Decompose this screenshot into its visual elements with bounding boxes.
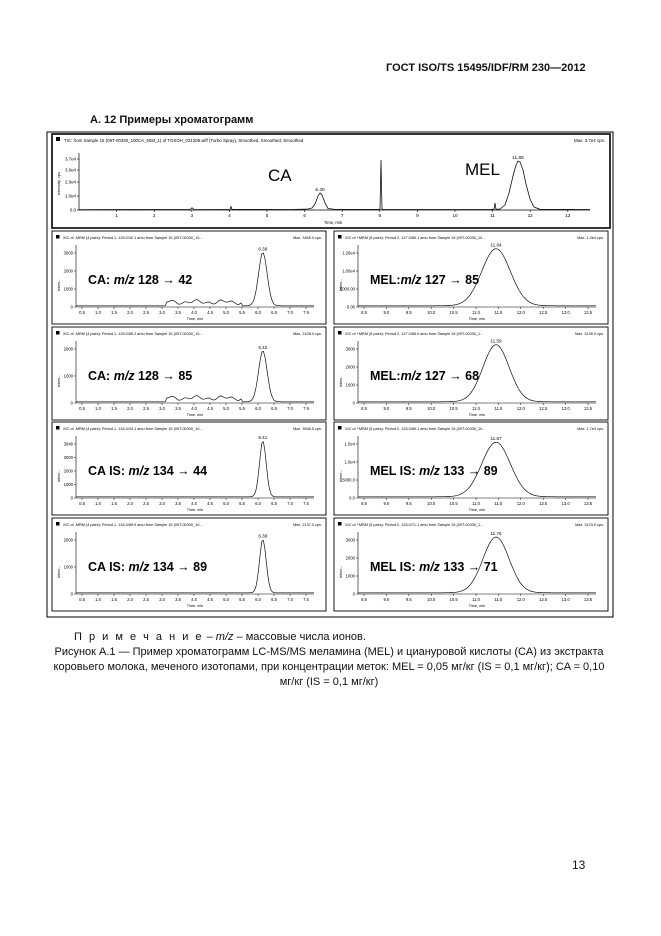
xic-transition-label — [88, 560, 207, 574]
figure-caption — [48, 630, 610, 690]
xic-marker — [56, 522, 60, 526]
xic-y-tick-label: 0 — [352, 400, 355, 406]
xic-x-tick-label: 9.5 — [405, 597, 412, 602]
xic-label-mz: m/z — [113, 273, 135, 287]
tic-x-tick-label: 6 — [303, 213, 306, 218]
xic-x-tick-label: 11.0 — [472, 406, 480, 411]
xic-x-tick-label: 4.0 — [191, 597, 197, 602]
tic-y-tick-label: 1.0e4 — [65, 193, 76, 199]
tic-x-label: Time, min — [323, 220, 343, 225]
xic-label-mz: m/z — [400, 273, 422, 287]
tic-x-tick-label: 5 — [265, 213, 269, 218]
xic-peak-label: 11.67 — [490, 436, 502, 442]
xic-x-tick-label: 1.5 — [111, 310, 117, 315]
xic-panel-ca-128-42 — [52, 231, 326, 324]
xic-label-prefix: MEL IS: — [370, 560, 420, 574]
xic-label-transition: 127 → 85 — [421, 273, 480, 287]
xic-panel-cais-134-44 — [52, 422, 326, 515]
xic-y-tick-label: 1000 — [63, 286, 73, 292]
tic-panel — [52, 134, 610, 228]
xic-x-tick-label: 13.0 — [561, 501, 570, 506]
xic-x-tick-label: 2.0 — [127, 501, 133, 506]
xic-label-prefix: MEL: — [370, 369, 401, 383]
xic-x-tick-label: 7.5 — [303, 310, 309, 315]
xic-transition-label — [88, 273, 192, 287]
xic-header: XIC of -MRM (4 pairs): Period 1, 128.0/42.1 amu from Sample 15 (09T-00330_10... — [63, 236, 203, 240]
xic-peak-label: 11.64 — [490, 242, 502, 248]
xic-label-transition: 133 → 89 — [439, 464, 498, 478]
xic-x-label: Time, min — [468, 413, 486, 417]
xic-x-tick-label: 8.5 — [361, 310, 367, 315]
xic-x-tick-label: 11.5 — [494, 406, 503, 411]
xic-y-tick-label: 0 — [70, 304, 73, 310]
xic-x-tick-label: 5.5 — [239, 501, 245, 506]
xic-x-tick-label: 7.0 — [287, 310, 293, 315]
xic-x-tick-label: 4.5 — [207, 310, 213, 315]
xic-peak-label: 6.39 — [258, 246, 268, 252]
xic-max: Max. 1.7e4 cps. — [577, 427, 604, 431]
tic-marker — [56, 137, 60, 141]
xic-peak-label: 6.39 — [258, 533, 268, 539]
xic-header: XIC of -MRM (4 pairs): Period 1, 128.0/85.2 amu from Sample 15 (09T-00330_10... — [63, 332, 203, 336]
xic-x-label: Time, min — [186, 508, 204, 512]
xic-x-tick-label: 1.5 — [111, 406, 117, 411]
xic-y-tick-label: 1.0e4 — [344, 459, 355, 465]
xic-y-tick-label: 2000 — [345, 555, 355, 561]
xic-panel-melis-133-89 — [334, 422, 608, 515]
xic-y-tick-label: 3946 — [63, 441, 73, 447]
xic-x-tick-label: 2.5 — [143, 310, 149, 315]
tic-y-tick-label: 3.7e4 — [65, 156, 76, 162]
tic-mel-label: MEL — [465, 160, 500, 179]
xic-x-tick-label: 13.0 — [561, 406, 570, 411]
xic-x-tick-label: 12.0 — [516, 406, 525, 411]
xic-x-tick-label: 11.0 — [472, 310, 480, 315]
xic-x-tick-label: 7.5 — [303, 597, 309, 602]
xic-x-tick-label: 11.5 — [494, 310, 503, 315]
xic-label-transition: 128 → 42 — [134, 273, 193, 287]
xic-y-tick-label: 3000 — [63, 250, 73, 256]
tic-x-tick-label: 11 — [490, 213, 495, 218]
tic-y-label: Intensity, cps — [56, 171, 61, 195]
xic-x-tick-label: 11.0 — [472, 501, 480, 506]
xic-x-tick-label: 3.5 — [175, 406, 181, 411]
xic-x-tick-label: 10.0 — [427, 597, 436, 602]
xic-x-tick-label: 4.5 — [207, 406, 213, 411]
xic-header: XIC of +MRM (5 pairs): Period 2, 127.0/85.1 amu from Sample 15 (09T-00330_10... — [345, 236, 486, 240]
xic-x-tick-label: 3.0 — [159, 501, 165, 506]
xic-x-tick-label: 5.5 — [239, 310, 245, 315]
tic-x-tick-label: 3 — [190, 213, 194, 218]
tic-x-tick-label: 10 — [452, 213, 458, 218]
xic-x-tick-label: 11.5 — [494, 501, 503, 506]
tic-x-tick-label: 2 — [152, 213, 156, 218]
xic-panel-ca-128-85 — [52, 327, 326, 420]
note-mz: m/z — [215, 631, 234, 643]
xic-x-tick-label: 13.5 — [583, 406, 593, 411]
xic-x-tick-label: 1.0 — [95, 597, 101, 602]
xic-x-tick-label: 9.5 — [405, 501, 412, 506]
xic-y-tick-label: 2000 — [63, 537, 73, 543]
xic-y-tick-label: 1.00e4 — [342, 268, 355, 274]
xic-x-tick-label: 3.5 — [175, 310, 181, 315]
tic-title: TIC: from Sample 15 (09T-00330_100CA_50M_1) of TOSOH_021209.wiff (Turbo Spray), Smoothed, Smoothed, Smoothed — [64, 138, 304, 143]
xic-x-tick-label: 9.0 — [383, 501, 390, 506]
xic-y-tick-label: 1.26e4 — [342, 250, 355, 256]
xic-x-tick-label: 1.5 — [111, 597, 117, 602]
xic-x-tick-label: 11.0 — [472, 597, 480, 602]
xic-x-tick-label: 12.0 — [516, 501, 525, 506]
tic-x-tick-label: 13 — [565, 213, 571, 218]
xic-max: Max. 3135.0 cps. — [575, 332, 604, 336]
tic-max: Max. 3.7e4 cps. — [574, 138, 605, 143]
tic-ca-peak-label: 6.40 — [315, 188, 325, 193]
xic-label-transition: 133 → 71 — [439, 560, 498, 574]
xic-x-tick-label: 5.0 — [223, 597, 229, 602]
xic-peak-label: 11.59 — [490, 338, 502, 344]
xic-x-tick-label: 12.0 — [516, 597, 525, 602]
figure-text: Рисунок А.1 — Пример хроматограмм LC-MS/MS меламина (MEL) и циануровой кислоты (CA) из экстракта коровьего молока, меченого изотопами, при концентрации меток: MEL = 0,05 мг/кг (IS = 0,1 мг/кг); CA = 0,10 мг/кг (IS = 0,1 мг/кг) — [53, 646, 605, 688]
xic-x-tick-label: 13.5 — [583, 597, 593, 602]
xic-y-tick-label: 1.5e4 — [344, 441, 355, 447]
xic-y-tick-label: 1000 — [63, 373, 73, 379]
xic-max: Max. 2137.0 cps. — [293, 523, 322, 527]
xic-y-label: Inten... — [338, 278, 343, 291]
xic-label-prefix: CA: — [88, 273, 114, 287]
xic-transition-label — [88, 464, 207, 478]
xic-x-tick-label: 3.0 — [159, 597, 165, 602]
xic-label-mz: m/z — [113, 369, 135, 383]
xic-transition-label — [370, 464, 498, 478]
tic-mel-peak-label: 11.65 — [512, 156, 524, 161]
xic-x-label: Time, min — [468, 604, 486, 608]
xic-marker — [56, 235, 60, 239]
xic-label-prefix: MEL IS: — [370, 464, 420, 478]
xic-label-prefix: CA IS: — [88, 464, 129, 478]
xic-x-tick-label: 12.5 — [539, 597, 548, 602]
tic-x-tick-label: 1 — [115, 213, 118, 218]
xic-y-label: Inten... — [56, 278, 61, 291]
xic-label-transition: 134 → 44 — [149, 464, 208, 478]
section-title: А. 12 Примеры хроматограмм — [90, 114, 254, 126]
standard-header: ГОСТ ISO/TS 15495/IDF/RM 230—2012 — [386, 62, 586, 74]
xic-x-tick-label: 12.0 — [516, 310, 525, 315]
xic-y-tick-label: 1000 — [63, 564, 73, 570]
xic-y-tick-label: 3000 — [345, 537, 355, 543]
xic-x-tick-label: 3.5 — [175, 597, 181, 602]
tic-x-tick-label: 8 — [378, 213, 382, 218]
xic-x-tick-label: 4.0 — [191, 501, 197, 506]
xic-x-tick-label: 0.5 — [79, 597, 85, 602]
xic-x-tick-label: 10.5 — [449, 501, 458, 506]
xic-x-tick-label: 8.5 — [361, 406, 367, 411]
xic-y-tick-label: 3000 — [63, 455, 73, 460]
xic-marker — [56, 426, 60, 430]
xic-x-label: Time, min — [186, 413, 204, 417]
xic-x-tick-label: 10.5 — [449, 406, 458, 411]
xic-y-tick-label: 2000 — [63, 346, 73, 352]
xic-x-tick-label: 1.0 — [95, 501, 101, 506]
xic-label-mz: m/z — [400, 369, 422, 383]
xic-x-tick-label: 2.0 — [127, 406, 133, 411]
caption-note — [48, 630, 610, 645]
xic-x-tick-label: 1.0 — [95, 406, 101, 411]
xic-max: Max. 3946.5 cps. — [293, 427, 322, 431]
xic-x-tick-label: 12.5 — [539, 406, 548, 411]
xic-x-tick-label: 7.0 — [287, 597, 293, 602]
tic-trace — [79, 160, 590, 210]
xic-peak-label: 6.42 — [258, 344, 268, 350]
xic-x-label: Time, min — [468, 317, 486, 321]
xic-transition-label — [370, 369, 479, 383]
xic-y-tick-label: 0 — [70, 400, 73, 406]
tic-x-tick-label: 7 — [340, 213, 344, 218]
tic-ca-label: CA — [268, 166, 292, 185]
xic-x-tick-label: 6.5 — [271, 406, 277, 411]
xic-x-tick-label: 11.5 — [494, 597, 503, 602]
xic-marker — [338, 331, 342, 335]
xic-x-tick-label: 4.0 — [191, 406, 197, 411]
xic-y-tick-label: 0 — [352, 591, 355, 597]
xic-x-tick-label: 6.0 — [255, 310, 261, 315]
xic-label-mz: m/z — [128, 464, 150, 478]
xic-label-prefix: CA IS: — [88, 560, 129, 574]
xic-x-tick-label: 4.5 — [207, 501, 213, 506]
xic-header: XIC of -MRM (4 pairs): Period 1, 134.0/89.9 amu from Sample 15 (09T-00330_10... — [63, 523, 203, 527]
xic-x-tick-label: 8.5 — [361, 501, 367, 506]
xic-header: XIC of -MRM (4 pairs): Period 1, 134.0/44.1 amu from Sample 15 (09T-00330_10... — [63, 427, 203, 431]
xic-x-tick-label: 12.5 — [539, 310, 548, 315]
xic-y-label: Inten... — [338, 469, 343, 482]
xic-x-tick-label: 2.0 — [127, 597, 133, 602]
note-text: – массовые числа ионов. — [233, 631, 366, 643]
xic-x-tick-label: 6.0 — [255, 406, 261, 411]
xic-peak-label: 6.41 — [258, 434, 268, 440]
xic-y-label: Inten... — [338, 374, 343, 387]
xic-y-tick-label: 2000 — [63, 468, 73, 474]
xic-x-tick-label: 7.5 — [303, 501, 309, 506]
xic-header: XIC of +MRM (5 pairs): Period 2, 127.0/68.0 amu from Sample 15 (09T-00330_1... — [345, 332, 484, 336]
xic-x-tick-label: 0.5 — [79, 501, 85, 506]
xic-panel-mel-127-68 — [334, 327, 608, 420]
xic-x-tick-label: 6.5 — [271, 310, 277, 315]
xic-panel-mel-127-85 — [334, 231, 608, 324]
xic-max: Max. 2108.0 cps. — [293, 332, 322, 336]
tic-panel-border — [52, 134, 610, 228]
xic-x-tick-label: 2.0 — [127, 310, 133, 315]
xic-transition-label — [88, 369, 192, 383]
xic-x-tick-label: 4.5 — [207, 597, 213, 602]
xic-max: Max. 3123.0 cps. — [575, 523, 604, 527]
xic-x-tick-label: 5.0 — [223, 406, 229, 411]
xic-x-tick-label: 5.0 — [223, 310, 229, 315]
xic-y-tick-label: 0.00 — [346, 304, 355, 310]
xic-x-label: Time, min — [186, 604, 204, 608]
xic-x-tick-label: 10.0 — [427, 310, 436, 315]
xic-y-tick-label: 3000 — [345, 346, 355, 352]
xic-x-tick-label: 13.5 — [583, 310, 593, 315]
xic-label-mz: m/z — [419, 560, 440, 574]
xic-x-label: Time, min — [186, 317, 204, 321]
xic-y-label: Inten... — [56, 469, 61, 482]
xic-y-tick-label: 0 — [70, 591, 73, 597]
xic-marker — [338, 235, 342, 239]
tic-x-tick-label: 4 — [228, 213, 231, 218]
xic-x-tick-label: 3.5 — [175, 501, 181, 506]
xic-x-tick-label: 9.5 — [405, 310, 412, 315]
xic-marker — [56, 331, 60, 335]
xic-transition-label — [370, 560, 498, 574]
xic-x-tick-label: 5.5 — [239, 406, 245, 411]
xic-x-tick-label: 7.0 — [287, 501, 293, 506]
xic-x-tick-label: 6.5 — [271, 501, 277, 506]
xic-x-tick-label: 2.5 — [143, 501, 149, 506]
xic-x-tick-label: 2.5 — [143, 597, 149, 602]
xic-label-transition: 134 → 89 — [149, 560, 208, 574]
xic-x-tick-label: 13.0 — [561, 597, 570, 602]
xic-label-transition: 127 → 68 — [421, 369, 480, 383]
xic-y-tick-label: 0 — [70, 495, 73, 501]
xic-x-tick-label: 10.5 — [449, 597, 458, 602]
xic-label-mz: m/z — [419, 464, 440, 478]
xic-y-tick-label: 5000.00 — [339, 286, 355, 292]
xic-y-tick-label: 5000.0 — [342, 477, 355, 483]
xic-label-mz: m/z — [128, 560, 150, 574]
xic-x-tick-label: 2.5 — [143, 406, 149, 411]
xic-max: Max. 1.3e4 cps. — [577, 236, 604, 240]
xic-label-transition: 128 → 85 — [134, 369, 193, 383]
xic-marker — [338, 522, 342, 526]
xic-x-tick-label: 6.5 — [271, 597, 277, 602]
xic-x-tick-label: 9.0 — [383, 597, 390, 602]
xic-x-tick-label: 1.0 — [95, 310, 101, 315]
xic-max: Max. 3465.0 cps. — [293, 236, 322, 240]
xic-label-prefix: CA: — [88, 369, 114, 383]
xic-y-label: Inten... — [56, 565, 61, 578]
xic-y-tick-label: 1000 — [345, 382, 355, 388]
xic-x-tick-label: 10.0 — [427, 406, 436, 411]
xic-x-tick-label: 13.5 — [583, 501, 593, 506]
xic-x-tick-label: 3.0 — [159, 406, 165, 411]
xic-y-label: Inten... — [338, 565, 343, 578]
xic-header: XIC of +MRM (5 pairs): Period 2, 133.0/89.1 amu from Sample 15 (09T-00330_10... — [345, 427, 486, 431]
xic-x-tick-label: 9.0 — [383, 310, 390, 315]
xic-y-tick-label: 1000 — [345, 573, 355, 579]
xic-panel-melis-133-71 — [334, 518, 608, 611]
xic-x-tick-label: 12.5 — [539, 501, 548, 506]
xic-y-tick-label: 2000 — [345, 364, 355, 370]
xic-x-tick-label: 7.0 — [287, 406, 293, 411]
xic-panel-cais-134-89 — [52, 518, 326, 611]
xic-x-tick-label: 8.5 — [361, 597, 367, 602]
tic-y-tick-label: 3.0e4 — [65, 167, 76, 173]
tic-x-tick-label: 9 — [416, 213, 419, 218]
xic-x-tick-label: 3.0 — [159, 310, 165, 315]
xic-x-tick-label: 10.5 — [449, 310, 458, 315]
xic-x-tick-label: 6.0 — [255, 597, 261, 602]
xic-x-tick-label: 4.0 — [191, 310, 197, 315]
xic-x-tick-label: 9.5 — [405, 406, 412, 411]
xic-x-tick-label: 0.5 — [79, 310, 85, 315]
xic-x-tick-label: 5.0 — [223, 501, 229, 506]
xic-y-label: Inten... — [56, 374, 61, 387]
xic-marker — [338, 426, 342, 430]
xic-x-tick-label: 7.5 — [303, 406, 309, 411]
xic-y-tick-label: 1000 — [63, 482, 73, 487]
tic-y-tick-label: 2.0e4 — [65, 179, 76, 185]
note-label: П р и м е ч а н и е — [74, 631, 204, 643]
note-dash: – — [203, 631, 216, 643]
xic-transition-label — [370, 273, 479, 287]
xic-x-tick-label: 10.0 — [427, 501, 436, 506]
tic-y-tick-label: 0.0 — [69, 207, 76, 213]
xic-x-label: Time, min — [468, 508, 486, 512]
xic-x-tick-label: 0.5 — [79, 406, 85, 411]
xic-x-tick-label: 13.0 — [561, 310, 570, 315]
xic-x-tick-label: 6.0 — [255, 501, 261, 506]
xic-y-tick-label: 2000 — [63, 268, 73, 274]
tic-x-tick-label: 12 — [527, 213, 533, 218]
xic-y-tick-label: 0.0 — [349, 495, 355, 501]
xic-x-tick-label: 1.5 — [111, 501, 117, 506]
page-number: 13 — [572, 858, 586, 872]
xic-x-tick-label: 5.5 — [239, 597, 245, 602]
xic-header: XIC of +MRM (5 pairs): Period 2, 133.0/71.1 amu from Sample 15 (09T-00330_1... — [345, 523, 484, 527]
xic-peak-label: 11.76 — [490, 530, 502, 536]
xic-label-prefix: MEL: — [370, 273, 401, 287]
xic-x-tick-label: 9.0 — [383, 406, 390, 411]
